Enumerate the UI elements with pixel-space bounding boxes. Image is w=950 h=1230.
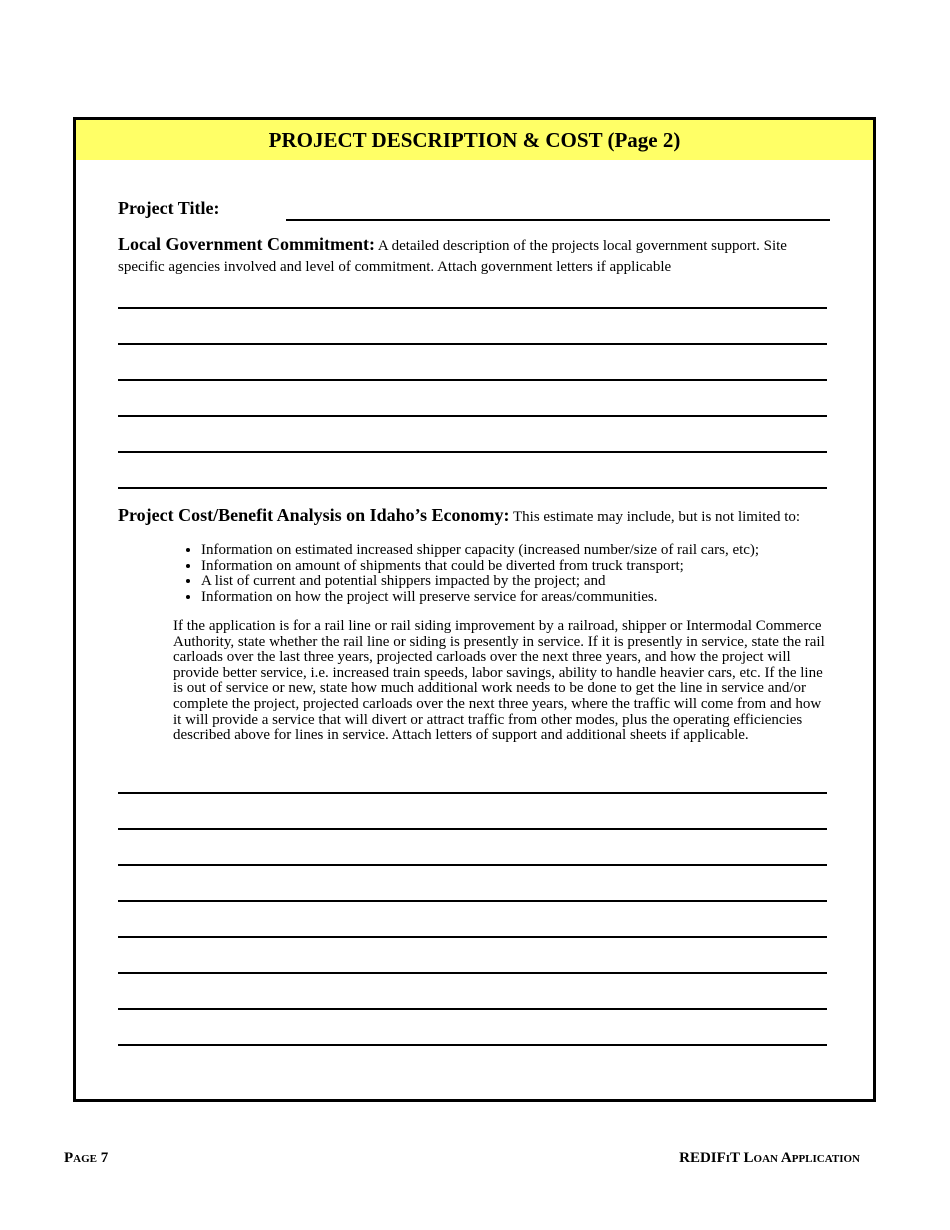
cost-benefit-section	[118, 505, 830, 528]
answer-line[interactable]	[118, 828, 827, 830]
list-item: • Information on amount of shipments that could be diverted from truck transport;	[201, 559, 861, 575]
answer-line[interactable]	[118, 1008, 827, 1010]
answer-line[interactable]	[118, 864, 827, 866]
answer-line[interactable]	[118, 307, 827, 309]
section-banner: PROJECT DESCRIPTION & COST (Page 2)	[76, 120, 873, 160]
answer-line[interactable]	[118, 343, 827, 345]
answer-line[interactable]	[118, 451, 827, 453]
document-title: REDIFiT Loan Application	[679, 1150, 860, 1166]
cost-benefit-paragraph: If the application is for a rail line or rail siding improvement by a railroad, shipper or Intermodal Commerce Authority, state whether the rail line or siding is presently in service. If it is presently in service, state the rail carloads over the last three years, projected carloads over the next three years, and how the project will provide better service, i.e. increased train speeds, labor savings, ability to handle heavier cars, etc. If the line is out of service or new, state how much additional work needs to be done to get the line in service and/or complete the project, projected carloads over the next three years, where the traffic will come from and how it will provide a service that will divert or attract traffic from other modes, plus the operating efficiencies described above for lines in service. Attach letters of support and additional sheets if applicable.	[173, 618, 825, 744]
page-number: Page 7	[64, 1150, 109, 1166]
answer-line[interactable]	[118, 936, 827, 938]
local-government-text: A detailed description of the projects local government support. Site specific agencies involved and level of commitment. Attach government letters if applicable	[118, 238, 787, 275]
cost-benefit-heading: Project Cost/Benefit Analysis on Idaho’s Economy:	[118, 505, 510, 525]
cost-benefit-bullets	[173, 543, 861, 605]
answer-line[interactable]	[118, 792, 827, 794]
cost-benefit-text: This estimate may include, but is not limited to:	[512, 509, 801, 525]
answer-line[interactable]	[118, 900, 827, 902]
answer-line[interactable]	[118, 415, 827, 417]
local-government-heading: Local Government Commitment:	[118, 234, 375, 254]
form-frame	[73, 117, 876, 1102]
answer-line[interactable]	[118, 1044, 827, 1046]
project-title-label: Project Title:	[118, 198, 220, 218]
local-government-section	[118, 234, 830, 278]
project-title-field[interactable]	[286, 219, 830, 221]
list-item: • A list of current and potential shippers impacted by the project; and	[201, 574, 861, 590]
list-item: • Information on estimated increased shipper capacity (increased number/size of rail cars, etc);	[201, 543, 861, 559]
project-title-row	[118, 198, 830, 222]
list-item: • Information on how the project will preserve service for areas/communities.	[201, 590, 861, 606]
answer-line[interactable]	[118, 972, 827, 974]
answer-line[interactable]	[118, 379, 827, 381]
answer-line[interactable]	[118, 487, 827, 489]
